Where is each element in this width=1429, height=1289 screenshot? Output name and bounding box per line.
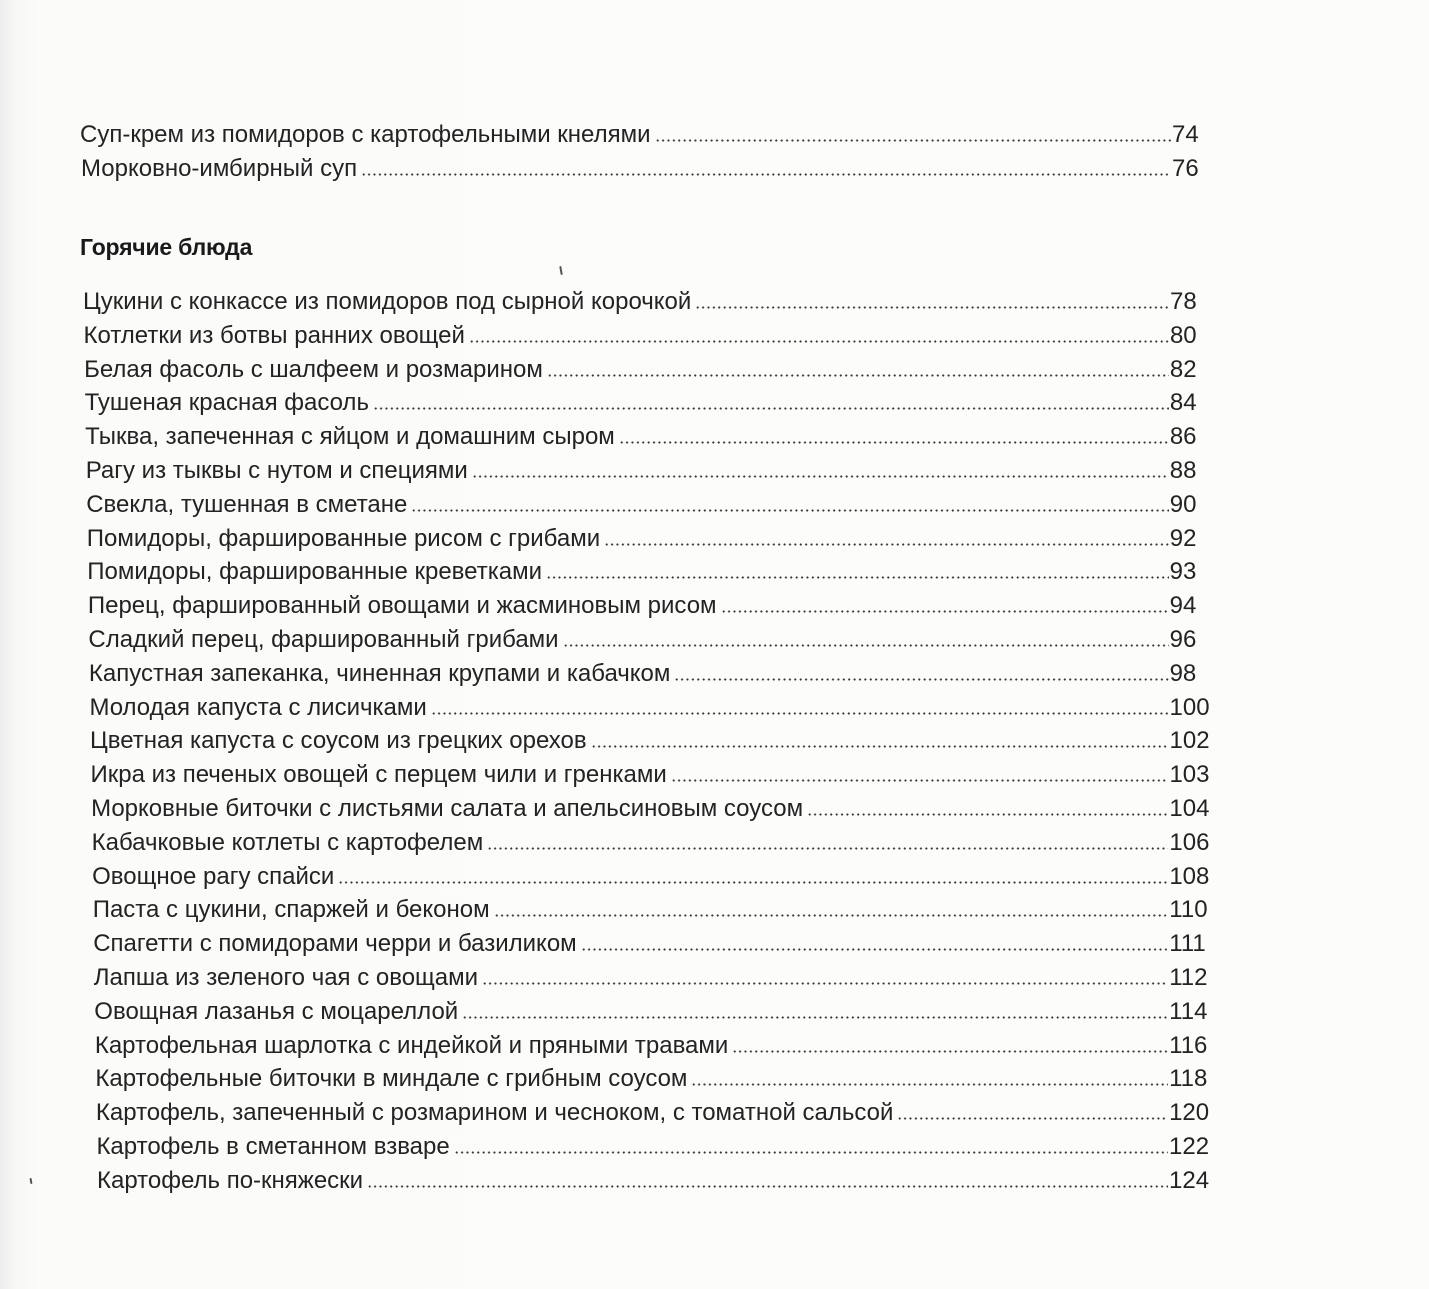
- toc-entry: [85, 420, 1226, 454]
- toc-entry-page-number: 108: [1169, 862, 1210, 890]
- toc-entry: [86, 454, 1226, 488]
- toc-entry-title: Белая фасоль с шалфеем и розмарином: [84, 355, 543, 383]
- dot-leader: [472, 475, 1169, 478]
- toc-entry-page-number: 102: [1169, 727, 1210, 755]
- toc-hot-dishes-list: [0, 285, 1429, 1198]
- toc-entry-page-number: 86: [1169, 423, 1197, 451]
- toc-entry: [87, 522, 1226, 556]
- toc-entry-page-number: 98: [1169, 659, 1197, 687]
- toc-entry-page-number: 80: [1169, 321, 1197, 349]
- toc-entry: [92, 826, 1226, 860]
- toc-entry-title: Молодая капуста с лисичками: [89, 693, 427, 721]
- dot-leader: [732, 1050, 1168, 1053]
- toc-entry-title: Икра из печеных овощей с перцем чили и гренками: [90, 761, 667, 789]
- dot-leader: [482, 982, 1168, 985]
- toc-entry-title: Перец, фаршированный овощами и жасминовым рисом: [87, 592, 717, 620]
- toc-entry: [84, 319, 1226, 353]
- toc-entry-page-number: 106: [1169, 828, 1210, 856]
- toc-entry-page-number: 84: [1169, 389, 1197, 417]
- toc-entry-title: Кабачковые котлеты с картофелем: [91, 828, 484, 856]
- toc-entry: [85, 386, 1226, 420]
- toc-entry-page-number: 90: [1169, 490, 1197, 518]
- toc-entry: [93, 927, 1225, 961]
- toc-entry-title: Морковно-имбирный суп: [81, 154, 358, 182]
- toc-entry: [83, 285, 1226, 319]
- toc-entry-title: Сладкий перец, фаршированный грибами: [88, 625, 559, 653]
- toc-entry-page-number: 100: [1169, 693, 1210, 721]
- dot-leader: [454, 1151, 1168, 1154]
- toc-entry-title: Тушеная красная фасоль: [84, 389, 369, 417]
- toc-entry-page-number: 122: [1169, 1132, 1210, 1160]
- toc-entry-title: Овощная лазанья с моцареллой: [94, 997, 459, 1025]
- toc-entry-page-number: 111: [1169, 930, 1206, 958]
- dot-leader: [581, 948, 1169, 951]
- dot-leader: [361, 173, 1171, 176]
- toc-entry-title: Капустная запеканка, чиненная крупами и кабачком: [88, 659, 671, 687]
- toc-entry: [86, 488, 1226, 522]
- toc-entry-title: Картофельная шарлотка с индейкой и пряными травами: [94, 1031, 729, 1059]
- dot-leader: [897, 1117, 1168, 1120]
- dot-leader: [547, 374, 1169, 377]
- toc-entry-title: Спагетти с помидорами черри и базиликом: [93, 930, 577, 958]
- toc-entry: [93, 893, 1226, 927]
- toc-entry: [95, 1029, 1225, 1063]
- dot-leader: [674, 678, 1168, 681]
- section-heading: Горячие блюда: [80, 234, 253, 260]
- toc-entry: [91, 758, 1226, 792]
- toc-entry-title: Морковные биточки с листьями салата и апельсиновым соусом: [91, 794, 804, 822]
- dot-leader: [431, 712, 1169, 715]
- toc-top-list: [0, 118, 1429, 186]
- toc-entry-page-number: 104: [1169, 794, 1210, 822]
- toc-entry-page-number: 92: [1169, 524, 1197, 552]
- toc-entry-page-number: 82: [1169, 355, 1197, 383]
- toc-entry: [87, 555, 1225, 589]
- dot-leader: [338, 881, 1168, 884]
- toc-entry: [80, 118, 1228, 152]
- toc-entry: [89, 657, 1226, 691]
- paper-speck: [559, 266, 563, 275]
- toc-entry-title: Паста с цукини, спаржей и беконом: [92, 896, 490, 924]
- toc-entry-page-number: 88: [1169, 456, 1197, 484]
- toc-entry-title: Свекла, тушенная в сметане: [86, 490, 408, 518]
- toc-entry-title: Картофель в сметанном взваре: [96, 1132, 450, 1160]
- dot-leader: [411, 509, 1168, 512]
- toc-entry: [81, 152, 1228, 186]
- toc-entry: [88, 589, 1226, 623]
- toc-entry-title: Тыква, запеченная с яйцом и домашним сыром: [85, 423, 615, 451]
- toc-entry-page-number: 78: [1170, 288, 1197, 315]
- toc-entry: [90, 724, 1226, 758]
- toc-entry-title: Помидоры, фаршированные рисом с грибами: [86, 524, 601, 552]
- toc-entry-page-number: 74: [1172, 121, 1199, 148]
- toc-entry-page-number: 120: [1169, 1099, 1210, 1127]
- toc-entry: [96, 1096, 1225, 1130]
- toc-entry-page-number: 114: [1169, 997, 1208, 1025]
- toc-entry-page-number: 94: [1169, 592, 1197, 620]
- toc-entry-page-number: 96: [1169, 625, 1197, 653]
- toc-entry-page-number: 103: [1169, 761, 1210, 789]
- toc-entry-title: Цукини с конкассе из помидоров под сырной корочкой: [83, 288, 692, 315]
- toc-entry-title: Картофельные биточки в миндале с грибным соусом: [95, 1065, 688, 1093]
- toc-entry: [92, 860, 1225, 894]
- toc-entry-title: Овощное рагу спайси: [92, 862, 335, 890]
- toc-entry-page-number: 112: [1169, 963, 1208, 991]
- dot-leader: [563, 644, 1169, 647]
- toc-entry-title: Помидоры, фаршированные креветками: [87, 558, 542, 586]
- dot-leader: [619, 441, 1169, 444]
- dot-leader: [671, 779, 1169, 782]
- toc-entry-page-number: 93: [1169, 558, 1197, 586]
- dot-leader: [494, 914, 1169, 917]
- toc-entry-page-number: 124: [1169, 1166, 1210, 1194]
- dot-leader: [469, 340, 1169, 343]
- toc-entry-title: Рагу из тыквы с нутом и специями: [85, 456, 468, 484]
- toc-entry-page-number: 110: [1169, 896, 1208, 924]
- dot-leader: [604, 543, 1169, 546]
- dot-leader: [807, 813, 1168, 816]
- toc-entry: [94, 961, 1225, 995]
- dot-leader: [695, 306, 1169, 309]
- dot-leader: [367, 1185, 1168, 1188]
- toc-entry-title: Цветная капуста с соусом из грецких орехов: [90, 727, 587, 755]
- toc-entry: [94, 995, 1225, 1029]
- toc-entry-page-number: 118: [1169, 1065, 1208, 1093]
- toc-entry-title: Суп-крем из помидоров с картофельными кнелями: [80, 121, 651, 148]
- dot-leader: [591, 745, 1169, 748]
- toc-entry-title: Картофель по-княжески: [97, 1166, 364, 1194]
- toc-entry: [88, 623, 1225, 657]
- toc-entry: [89, 691, 1225, 725]
- dot-leader: [691, 1083, 1168, 1086]
- toc-entry-title: Лапша из зеленого чая с овощами: [93, 963, 479, 991]
- dot-leader: [373, 407, 1169, 410]
- dot-leader: [487, 847, 1168, 850]
- toc-entry: [84, 353, 1226, 387]
- toc-entry: [91, 792, 1225, 826]
- dot-leader: [462, 1016, 1168, 1019]
- toc-entry-page-number: 116: [1169, 1031, 1208, 1059]
- dot-leader: [655, 139, 1171, 142]
- dot-leader: [546, 576, 1169, 579]
- dot-leader: [721, 610, 1169, 613]
- toc-entry-title: Котлетки из ботвы ранних овощей: [83, 321, 465, 349]
- toc-entry-page-number: 76: [1172, 154, 1199, 182]
- toc-entry: [97, 1164, 1225, 1198]
- toc-entry: [95, 1062, 1225, 1096]
- toc-entry-title: Картофель, запеченный с розмарином и чесноком, с томатной сальсой: [95, 1099, 894, 1127]
- toc-entry: [96, 1130, 1225, 1164]
